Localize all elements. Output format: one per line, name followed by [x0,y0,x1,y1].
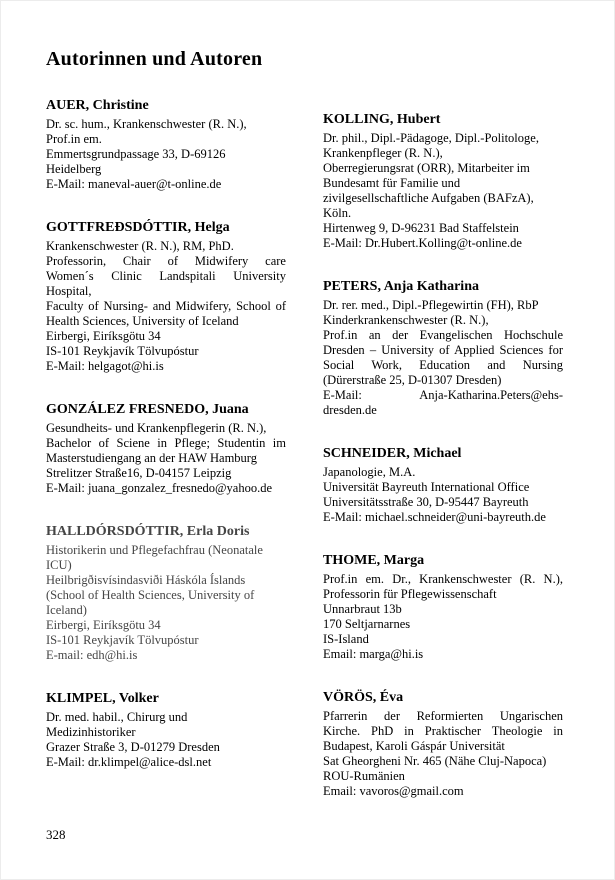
entry-line: Budapest, Karoli Gáspár Universität [323,739,505,753]
entry-line: Emmertsgrundpassage 33, D-69126 [46,147,226,161]
page-title: Autorinnen und Autoren [46,48,263,70]
entry-line: Women´s Clinic Landspitali University [46,269,286,283]
entry-line: Hirtenweg 9, D-96231 Bad Staffelstein [323,221,519,235]
author-entry [323,112,563,251]
entry-line: Universität Bayreuth International Office [323,480,530,494]
entry-line: Kirche. PhD in Praktischer Theologie in [323,724,563,738]
author-name: AUER, Christine [46,98,149,113]
author-name: HALLDÓRSDÓTTIR, Erla Doris [46,524,250,539]
entry-line: IS-Island [323,632,369,646]
entry-line: Gesundheits- und Krankenpflegerin (R. N.), [46,421,267,435]
entry-line: Hospital, [46,284,92,298]
entry-line: Heidelberg [46,162,102,176]
entry-line: Dr. sc. hum., Krankenschwester (R. N.), [46,117,247,131]
entry-line: Universitätsstraße 30, D-95447 Bayreuth [323,495,529,509]
entry-line: zivilgesellschaftliche Aufgaben (BAFzA), [323,191,534,205]
author-entry [46,220,286,374]
entry-line: Professorin, Chair of Midwifery care [46,254,286,268]
author-name: GONZÁLEZ FRESNEDO, Juana [46,402,249,417]
entry-line: Bachelor of Sciene in Pflege; Studentin im [46,436,286,450]
entry-line: Japanologie, M.A. [323,465,416,479]
entry-line: Eirbergi, Eiríksgötu 34 [46,618,161,632]
entry-line: Historikerin und Pflegefachfrau (Neonatale [46,543,263,557]
entry-line: IS-101 Reykjavík Tölvupóstur [46,344,199,358]
entry-line: Dr. rer. med., Dipl.-Pflegewirtin (FH), RbP [323,298,539,312]
author-entry [323,279,563,418]
left-column [46,98,286,827]
email-line: Email: vavoros@gmail.com [323,784,464,798]
email-line: E-Mail: dr.klimpel@alice-dsl.net [46,755,212,769]
author-entry [323,446,563,525]
right-column [323,98,563,827]
author-entry [46,98,286,192]
entry-line: Strelitzer Straße16, D-04157 Leipzig [46,466,232,480]
author-name: KOLLING, Hubert [323,112,441,127]
email-line: E-Mail: helgagot@hi.is [46,359,164,373]
entry-line: Pfarrerin der Reformierten Ungarischen [323,709,563,723]
author-name: PETERS, Anja Katharina [323,279,479,294]
entry-line: Masterstudiengang an der HAW Hamburg [46,451,257,465]
author-entry [46,524,286,663]
email-line: E-Mail: michael.schneider@uni-bayreuth.de [323,510,546,524]
entry-line: dresden.de [323,403,377,417]
entry-line: Prof.in em. [46,132,102,146]
entry-line: Krankenpfleger (R. N.), [323,146,443,160]
author-name: THOME, Marga [323,553,425,568]
author-name: GOTTFREÐSDÓTTIR, Helga [46,220,230,235]
entry-line: Dresden – University of Applied Sciences for [323,343,563,357]
author-name: SCHNEIDER, Michael [323,446,462,461]
entry-line: Faculty of Nursing- and Midwifery, School of [46,299,286,313]
entry-line: Social Work, Education and Nursing [323,358,563,372]
entry-line: Grazer Straße 3, D-01279 Dresden [46,740,220,754]
author-name: VÖRÖS, Éva [323,690,404,705]
author-entry [46,402,286,496]
entry-line: Prof.in an der Evangelischen Hochschule [323,328,563,342]
entry-line: Unnarbraut 13b [323,602,402,616]
author-entry [323,553,563,662]
email-line: E-Mail: Anja-Katharina.Peters@ehs- [323,388,563,402]
entry-line: (School of Health Sciences, University of [46,588,255,602]
entry-line: Heilbrigðisvísindasviði Háskóla Íslands [46,573,246,587]
author-columns [46,98,614,827]
page-number: 328 [46,827,66,842]
email-line: E-Mail: juana_gonzalez_fresnedo@yahoo.de [46,481,273,495]
entry-line: Medizinhistoriker [46,725,136,739]
entry-line: Eirbergi, Eiríksgötu 34 [46,329,161,343]
author-name: KLIMPEL, Volker [46,691,159,706]
entry-line: Iceland) [46,603,87,617]
entry-line: Prof.in em. Dr., Krankenschwester (R. N.), [323,572,563,586]
entry-line: ICU) [46,558,72,572]
entry-line: (Dürerstraße 25, D-01307 Dresden) [323,373,502,387]
entry-line: Dr. med. habil., Chirurg und [46,710,188,724]
email-line: E-mail: edh@hi.is [46,648,138,662]
entry-line: Professorin für Pflegewissenschaft [323,587,497,601]
entry-line: IS-101 Reykjavík Tölvupóstur [46,633,199,647]
entry-line: Krankenschwester (R. N.), RM, PhD. [46,239,234,253]
email-line: E-Mail: maneval-auer@t-online.de [46,177,222,191]
author-entry [46,691,286,770]
entry-line: Health Sciences, University of Iceland [46,314,239,328]
author-entry [323,690,563,799]
entry-line: Dr. phil., Dipl.-Pädagoge, Dipl.-Politologe, [323,131,539,145]
entry-line: ROU-Rumänien [323,769,405,783]
email-line: E-Mail: Dr.Hubert.Kolling@t-online.de [323,236,522,250]
entry-line: Oberregierungsrat (ORR), Mitarbeiter im [323,161,530,175]
entry-line: Kinderkrankenschwester (R. N.), [323,313,489,327]
entry-line: Sat Gheorgheni Nr. 465 (Nähe Cluj-Napoca) [323,754,547,768]
email-line: Email: marga@hi.is [323,647,424,661]
entry-line: Bundesamt für Familie und [323,176,461,190]
entry-line: Köln. [323,206,352,220]
entry-line: 170 Seltjarnarnes [323,617,411,631]
